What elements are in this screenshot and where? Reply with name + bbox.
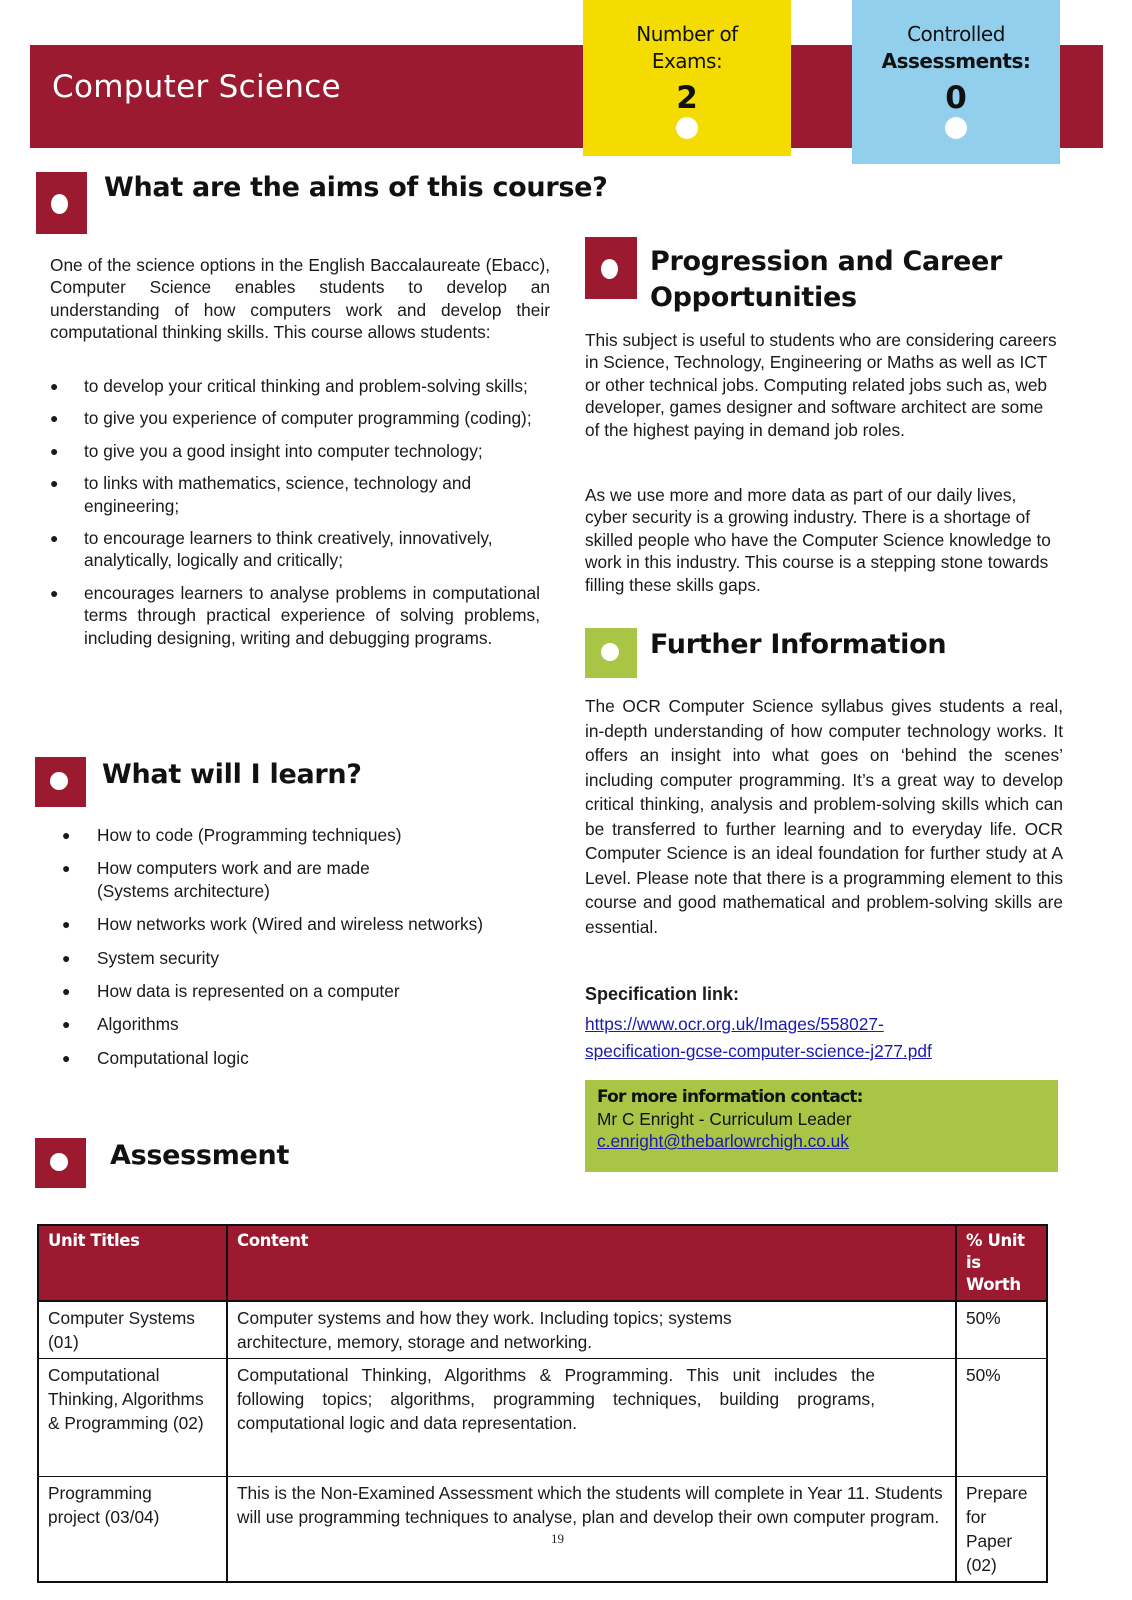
bullet-icon: ● xyxy=(62,983,71,1000)
controlled-assessments-label-line2: Assessments: xyxy=(881,49,1031,73)
content-cell: This is the Non-Examined Assessment which the students will complete in Year 11. Students will use programming techniques to analyse, plan and develop their own computer program. xyxy=(227,1477,956,1583)
bullet-icon: ● xyxy=(50,530,59,547)
table-header-row xyxy=(38,1225,1047,1301)
list-item: ● How networks work (Wired and wireless networks) xyxy=(62,914,484,935)
learn-heading: What will I learn? xyxy=(102,759,362,790)
column-header-unit-titles: Unit Titles xyxy=(38,1225,227,1301)
specification-link-line1[interactable]: https://www.ocr.org.uk/Images/558027- xyxy=(585,1014,884,1034)
bullet-icon: ● xyxy=(62,916,71,933)
specification-link-label: Specification link: xyxy=(585,984,740,1004)
unit-title-cell: Computational Thinking, Algorithms & Programming (02) xyxy=(38,1359,227,1477)
list-item: ● Algorithms xyxy=(62,1014,179,1035)
worth-cell: Prepare for Paper (02) xyxy=(956,1477,1047,1583)
worth-cell: 50% xyxy=(956,1359,1047,1477)
section-marker-icon xyxy=(35,1138,86,1188)
aims-list xyxy=(50,375,540,659)
bullet-icon: ● xyxy=(50,442,59,459)
controlled-assessments-value: 0 xyxy=(945,80,967,116)
list-item: ● How computers work and are made (Systems architecture) xyxy=(62,858,370,901)
bullet-icon: ● xyxy=(62,1049,71,1066)
list-item: ● encourages learners to analyse problems in computational terms through practical experience of solving problems, including designing, writing and debugging programs. xyxy=(50,582,540,648)
progression-heading xyxy=(650,244,1002,316)
unit-title-cell: Computer Systems (01) xyxy=(38,1301,227,1359)
table-row xyxy=(38,1359,1047,1477)
bullet-icon: ● xyxy=(62,1016,71,1033)
contact-email-link[interactable]: c.enright@thebarlowrchigh.co.uk xyxy=(597,1131,849,1151)
worth-cell: 50% xyxy=(956,1301,1047,1359)
number-of-exams-card xyxy=(583,0,791,156)
contact-name: Mr C Enright - Curriculum Leader xyxy=(597,1109,852,1129)
bullet-icon: ● xyxy=(62,860,71,877)
specification-link-line2[interactable]: specification-gcse-computer-science-j277.pdf xyxy=(585,1041,932,1061)
aims-intro: One of the science options in the English Baccalaureate (Ebacc), Computer Science enables students to develop an understanding of how computers work and develop their computational thinking skills. This course allows students: xyxy=(50,255,550,343)
list-item: ● System security xyxy=(62,947,219,968)
assessment-table xyxy=(37,1224,1048,1583)
learn-list xyxy=(62,824,542,1080)
number-of-exams-label xyxy=(583,0,791,75)
contact-title: For more information contact: xyxy=(597,1087,863,1107)
page-title: Computer Science xyxy=(52,69,341,105)
bullet-icon: ● xyxy=(62,949,71,966)
unit-title-cell: Programming project (03/04) xyxy=(38,1477,227,1583)
progression-heading-line2: Opportunities xyxy=(650,282,857,313)
progression-paragraph-2: As we use more and more data as part of our daily lives, cyber security is a growing industry. There is a shortage of skilled people who have the Computer Science knowledge to work in this industry. This course is a stepping stone towards filling these skills gaps. xyxy=(585,485,1051,595)
list-item: ● How data is represented on a computer xyxy=(62,981,400,1002)
circle-bullet-icon xyxy=(945,117,967,139)
bullet-icon: ● xyxy=(50,378,59,394)
assessment-heading: Assessment xyxy=(110,1140,290,1171)
list-item: ● to give you experience of computer programming (coding); xyxy=(50,408,532,429)
column-header-worth: % Unit is Worth xyxy=(956,1225,1047,1301)
section-marker-icon xyxy=(36,172,87,234)
list-item: ● to give you a good insight into computer technology; xyxy=(50,440,483,461)
progression-paragraph-1: This subject is useful to students who are considering careers in Science, Technology, Engineering or Maths as well as ICT or other technical jobs. Computing related jobs such as, web developer, games designer and software architect are some of the highest paying in demand job roles. xyxy=(585,330,1057,440)
page-number: 19 xyxy=(551,1531,564,1546)
number-of-exams-label-line1: Number of xyxy=(636,22,738,46)
content-cell: Computational Thinking, Algorithms & Programming. This unit includes the following topics; algorithms, programming techniques, building programs, computational logic and data representation. xyxy=(227,1359,956,1477)
further-info-heading: Further Information xyxy=(650,629,947,660)
list-item: ● How to code (Programming techniques) xyxy=(62,825,402,845)
list-item: ● to develop your critical thinking and problem-solving skills; xyxy=(50,376,528,396)
content-cell: Computer systems and how they work. Including topics; systems architecture, memory, storage and networking. xyxy=(227,1301,956,1359)
list-item: ● to links with mathematics, science, technology and engineering; xyxy=(50,473,472,516)
controlled-assessments-label-line1: Controlled xyxy=(907,22,1005,46)
bullet-icon: ● xyxy=(62,827,71,843)
column-header-content: Content xyxy=(227,1225,956,1301)
controlled-assessments-card xyxy=(852,0,1060,164)
bullet-icon: ● xyxy=(50,584,59,601)
list-item: ● to encourage learners to think creatively, innovatively, analytically, logically and critically; xyxy=(50,528,493,571)
table-row xyxy=(38,1477,1047,1583)
bullet-icon: ● xyxy=(50,475,59,492)
section-marker-icon xyxy=(585,237,637,299)
further-info-paragraph: The OCR Computer Science syllabus gives students a real, in-depth understanding of how computer technology works. It offers an insight into what goes on ‘behind the scenes’ including computer programming. It’s a great way to develop critical thinking, analysis and problem-solving skills which can be transferred to further learning and to everyday life. OCR Computer Science is an ideal foundation for further study at A Level. Please note that there is a programming element to this course and good mathematical and problem-solving skills are essential. xyxy=(585,696,1063,937)
section-marker-icon xyxy=(35,757,86,807)
circle-bullet-icon xyxy=(676,117,698,139)
number-of-exams-label-line2: Exams: xyxy=(651,49,723,73)
list-item: ● Computational logic xyxy=(62,1047,249,1068)
contact-box xyxy=(585,1080,1058,1172)
number-of-exams-value: 2 xyxy=(676,80,698,116)
section-marker-icon xyxy=(585,628,637,678)
controlled-assessments-label xyxy=(852,0,1060,75)
aims-heading: What are the aims of this course? xyxy=(104,172,608,203)
bullet-icon: ● xyxy=(50,410,59,427)
table-row xyxy=(38,1301,1047,1359)
specification-link[interactable] xyxy=(585,1011,932,1065)
progression-heading-line1: Progression and Career xyxy=(650,246,1003,277)
